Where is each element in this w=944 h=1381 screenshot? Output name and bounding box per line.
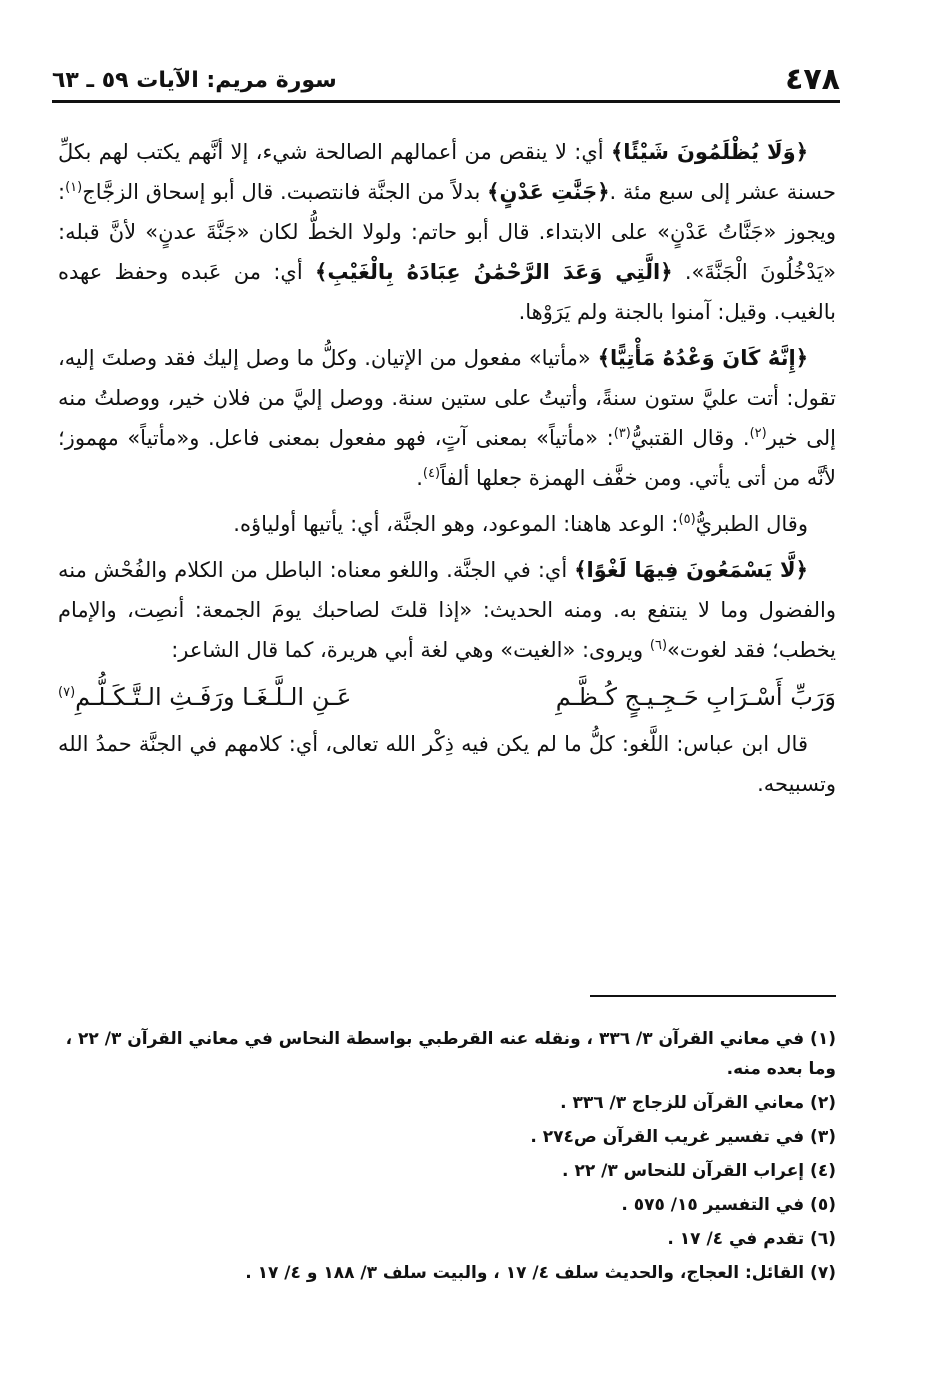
footnote-4: (٤) إعراب القرآن للنحاس ٣/ ٢٢ . (562, 1161, 836, 1181)
footnote-ref-5: (٥) (678, 512, 696, 527)
text-run: أي: من عَبده وحفظ عهده بالغيب. وقيل: آمنوا بالجنة ولم يَرَوْها. (58, 260, 836, 324)
header-rule (52, 100, 840, 103)
main-text (58, 132, 836, 804)
quran-quote: ﴿إِنَّهُ كَانَ وَعْدُهُ مَأْتِيًّا﴾ (597, 346, 808, 370)
paragraph-4 (58, 550, 836, 670)
text-run: أي: لا ينقص من أعمالهم الصالحة شيء، إلا أنَّهم يكتب لهم بكلِّ حسنة عشر إلى سبع مئة . (58, 140, 836, 204)
footnote-3: (٣) في تفسير غريب القرآن ص٢٧٤ . (530, 1127, 836, 1147)
footnote-7: (٧) القائل: العجاج، والحديث سلف ٤/ ١٧ ، والبيت سلف ٣/ ١٨٨ و ٤/ ١٧ . (245, 1263, 836, 1283)
quran-quote: ﴿وَلَا يُظْلَمُونَ شَيْئًا﴾ (610, 140, 808, 164)
page-number: ٤٧٨ (785, 62, 840, 97)
paragraph-3 (58, 504, 836, 544)
page-header (52, 60, 840, 100)
footnote-1: (١) في معاني القرآن ٣/ ٣٣٦ ، ونقله عنه القرطبي بواسطة النحاس في معاني القرآن ٣/ ٢٢ ، وما بعده منه. (65, 1029, 836, 1079)
verse-text: عَـنِ الـلَّـغَـا ورَفَـثِ الـتَّـكَـلُّـمِ (75, 683, 352, 711)
text-run: وقال الطبريُّ (695, 512, 808, 536)
verse-first-hemistich: وَرَبِّ أَسْـرَابِ حَـجِـيـجٍ كُـظَّـمِ (555, 683, 836, 711)
text-run: : الوعد هاهنا: الموعود، وهو الجنَّة، أي: يأتيها أولياؤه. (233, 512, 679, 536)
paragraph-2 (58, 338, 836, 498)
text-run: . (416, 466, 423, 490)
footnote-ref-3: (٣) (613, 426, 631, 441)
text-run: أي: في الجنَّة. واللغو معناه: الباطل من الكلام والفُحْش منه والفضول وما لا ينتفع به. ومنه الحديث: «إذا قلتَ لصاحبك يومَ الجمعة: أنصِت، والإمام يخطب؛ فقد لغوت» (58, 558, 836, 662)
footnote-2: (٢) معاني القرآن للزجاج ٣/ ٣٣٦ . (560, 1093, 836, 1113)
footnote-ref-1: (١) (65, 180, 83, 195)
footnote-5: (٥) في التفسير ١٥/ ٥٧٥ . (621, 1195, 836, 1215)
paragraph-1 (58, 132, 836, 332)
footnote-ref-6: (٦) (649, 638, 668, 653)
footnote-6: (٦) تقدم في ٤/ ١٧ . (667, 1229, 836, 1249)
text-run: «مأتيا» مفعول من الإتيان. وكلُّ ما وصل إليك فقد وصلتَ إليه، تقول: أتت عليَّ ستون سنةً، وأتيتُ على ستين سنة. ووصل إليَّ من فلان خير، ووصلتُ منه إلى خير (58, 346, 836, 450)
verse-second-hemistich: عَـنِ الـلَّـغَـا ورَفَـثِ الـتَّـكَـلُّـمِ(٧) (58, 674, 351, 720)
text-run: بدلاً من الجنَّة فانتصبت. قال أبو إسحاق الزجَّاج (82, 180, 488, 204)
footnote-ref-4: (٤) (422, 466, 441, 481)
paragraph-5 (58, 724, 836, 804)
footnote-ref-2: (٢) (749, 426, 767, 441)
quran-quote: ﴿لَّا يَسْمَعُونَ فِيهَا لَغْوًا﴾ (574, 558, 808, 582)
quran-quote: ﴿جَنَّٰتِ عَدْنٍ﴾ (487, 180, 610, 204)
text-run: ويروى: «الغيت» وهي لغة أبي هريرة، كما قال الشاعر: (171, 638, 650, 662)
quran-quote: ﴿الَّتِي وَعَدَ الرَّحْمَٰنُ عِبَادَهُ بِالْغَيْبِ﴾ (315, 260, 673, 284)
running-title: سورة مريم: الآيات ٥٩ ـ ٦٣ (52, 68, 337, 93)
footnotes (58, 1024, 836, 1292)
text-run: . وقال القتبيُّ (630, 426, 750, 450)
poetry-verse (58, 674, 836, 720)
text-run: قال ابن عباس: اللَّغو: كلُّ ما لم يكن فيه ذِكْر الله تعالى، أي: كلامهم في الجنَّة حمدُ الله وتسبيحه. (58, 732, 836, 796)
text-run: : «مأتياً» بمعنى آتٍ، فهو مفعول بمعنى فاعل. و«مأتياً» مهموز؛ لأنَّه من أتى يأتي. ومن خفَّف الهمزة جعلها ألفاً (58, 426, 836, 490)
footnotes-separator (590, 995, 836, 997)
text-run: : ويجوز «جَنَّاتُ عَدْنٍ» على الابتداء. قال أبو حاتم: ولولا الخطُّ لكان «جَنَّةَ عدنٍ» لأنَّ قبله: «يَدْخُلُونَ الْجَنَّةَ». (58, 180, 836, 284)
